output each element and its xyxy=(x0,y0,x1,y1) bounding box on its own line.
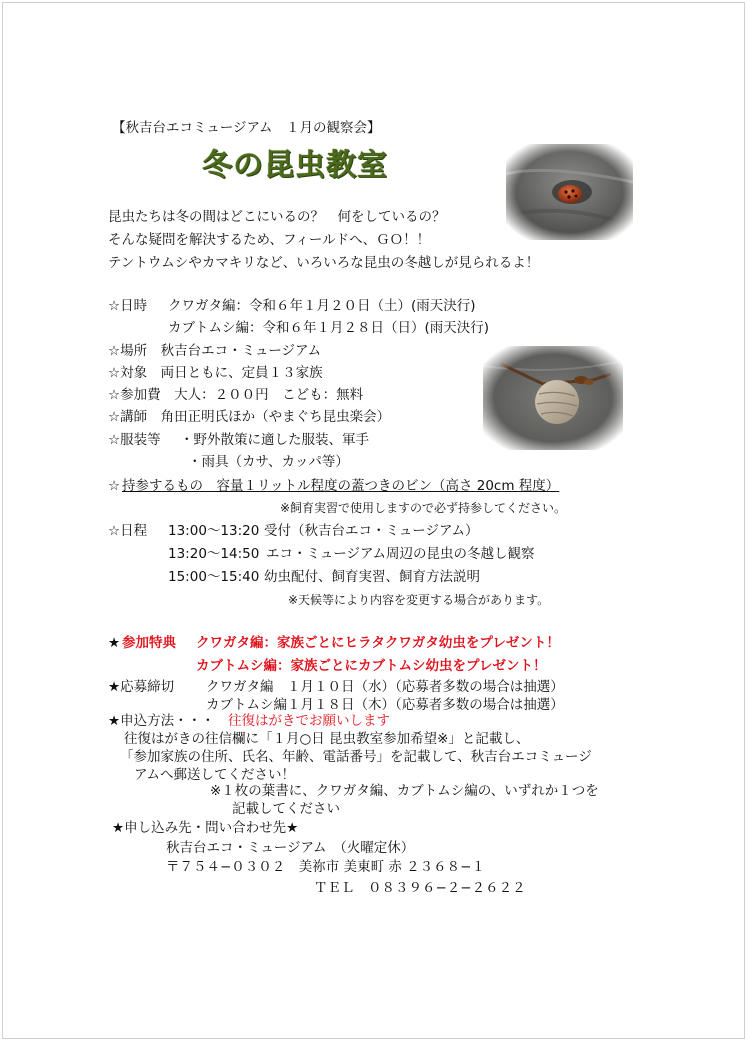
contact-heading: ★申し込み先・問い合わせ先★ xyxy=(112,820,299,836)
schedule-label: ☆日程 xyxy=(108,523,148,539)
bonus-star: ★ xyxy=(108,635,121,651)
bring-items: 持参するもの 容量１リットル程度の蓋つきのビン（高さ 20cm 程度） xyxy=(122,478,560,494)
apply-label: ★申込方法・・・ xyxy=(108,713,215,729)
clothing-item-1: ・野外散策に適した服装、軍手 xyxy=(180,432,369,448)
contact-name: 秋吉台エコ・ミュージアム （火曜定休） xyxy=(166,840,415,856)
apply-line-3: アムへ郵送してください！ xyxy=(134,767,296,783)
deadline-label: ★応募締切 xyxy=(108,679,175,695)
apply-line-1: 往復はがきの往信欄に「１月○日 昆虫教室参加希望※」と記載し、 xyxy=(124,731,530,747)
apply-method: 往復はがきでお願いします xyxy=(228,713,390,729)
contact-tel: ＴＥＬ ０８３９６−２−２６２２ xyxy=(314,880,526,896)
contact-address: 〒７５４−０３０２ 美祢市 美東町 赤 ２３６８−１ xyxy=(166,859,485,875)
intro-line-2: そんな疑問を解決するため、フィールドへ、ＧＯ！！ xyxy=(108,232,431,248)
schedule-row-2-text: エコ・ミュージアム周辺の昆虫の冬越し観察 xyxy=(266,546,535,562)
egg-case-image xyxy=(483,346,623,450)
deadline-kuwagata: クワガタ編 １月１０日（水）（応募者多数の場合は抽選） xyxy=(206,679,564,695)
deadline-kabutomushi: カブトムシ編１月１８日（木）（応募者多数の場合は抽選） xyxy=(206,697,564,713)
schedule-row-1-text: 受付（秋吉台エコ・ミュージアム） xyxy=(264,523,479,539)
clothing-item-2: ・雨具（カサ、カッパ等） xyxy=(188,454,349,470)
bonus-kuwagata: クワガタ編：家族ごとにヒラタクワガタ幼虫をプレゼント！ xyxy=(196,635,560,651)
target: ☆対象 両日ともに、定員１３家族 xyxy=(108,365,323,381)
intro-line-1: 昆虫たちは冬の間はどこにいるの？ 何をしているの？ xyxy=(108,209,446,225)
lecturer: ☆講師 角田正明氏ほか（やまぐち昆虫楽会） xyxy=(108,409,391,425)
place: ☆場所 秋吉台エコ・ミュージアム xyxy=(108,343,322,359)
clothing-label: ☆服装等 xyxy=(108,432,161,448)
schedule-row-1-time: 13:00〜13:20 xyxy=(168,523,260,539)
intro-line-3: テントウムシやカマキリなど、いろいろな昆虫の冬越しが見られるよ！ xyxy=(108,255,540,271)
ladybug-image xyxy=(506,144,633,240)
date-kuwagata: クワガタ編：令和６年１月２０日（土）(雨天決行) xyxy=(168,298,476,314)
bonus-label: 参加特典 xyxy=(122,635,176,651)
ladybug-photo xyxy=(506,144,633,240)
schedule-row-2-time: 13:20〜14:50 xyxy=(168,546,260,562)
bonus-kabutomushi: カブトムシ編：家族ごとにカブトムシ幼虫をプレゼント！ xyxy=(196,658,547,674)
schedule-row-3-text: 幼虫配付、飼育実習、飼育方法説明 xyxy=(264,569,480,585)
bring-label: ☆ xyxy=(108,478,121,494)
apply-note-1: ※１枚の葉書に、クワガタ編、カブトムシ編の、いずれか１つを xyxy=(210,783,599,799)
page-title: 冬の昆虫教室 xyxy=(202,148,388,183)
bring-note: ※飼育実習で使用しますので必ず持参してください。 xyxy=(280,501,567,515)
event-subtitle: 【秋吉台エコミュージアム １月の観察会】 xyxy=(112,120,381,136)
schedule-row-3-time: 15:00〜15:40 xyxy=(168,569,260,585)
date-label: ☆日時 xyxy=(108,298,148,314)
fee: ☆参加費 大人：２００円 こども：無料 xyxy=(108,387,364,403)
egg-case-photo xyxy=(483,346,623,450)
apply-line-2: 「参加家族の住所、氏名、年齢、電話番号」を記載して、秋吉台エコミュージ xyxy=(120,749,592,765)
date-kabutomushi: カブトムシ編：令和６年１月２８日（日）(雨天決行) xyxy=(168,320,490,336)
schedule-note: ※天候等により内容を変更する場合があります。 xyxy=(288,593,550,607)
apply-note-2: 記載してください xyxy=(232,801,340,817)
